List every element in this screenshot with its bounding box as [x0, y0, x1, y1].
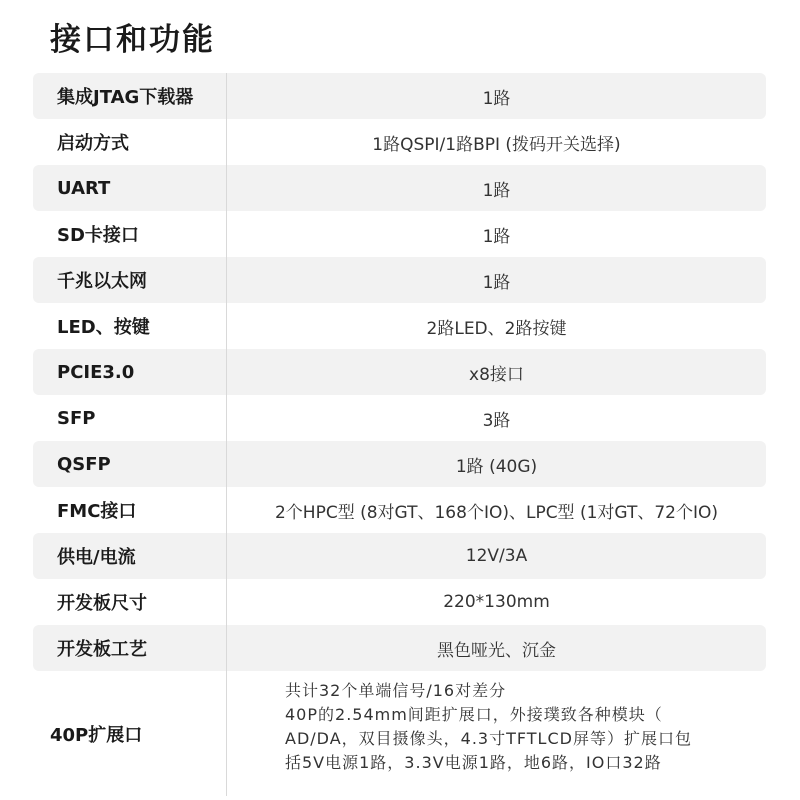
spec-value: 1路: [482, 272, 511, 293]
spec-label: 供电/电流: [33, 533, 227, 579]
spec-label: 开发板尺寸: [33, 579, 227, 625]
spec-row-power: [33, 533, 766, 579]
spec-row-pcie: [33, 349, 766, 395]
page-title: 接口和功能: [50, 22, 215, 58]
spec-value: 1路QSPI/1路BPI (拨码开关选择): [372, 134, 621, 155]
spec-value: x8接口: [469, 364, 524, 385]
spec-label: 启动方式: [33, 119, 227, 165]
spec-value: 12V/3A: [465, 546, 528, 566]
spec-row-jtag: [33, 73, 766, 119]
spec-value: 1路: [482, 226, 511, 247]
spec-row-board-finish: [33, 625, 766, 671]
spec-table: [33, 73, 766, 796]
spec-label: FMC接口: [33, 487, 227, 533]
expansion-description: [227, 671, 766, 796]
spec-label: SFP: [33, 395, 227, 441]
spec-value: 黑色哑光、沉金: [437, 640, 556, 661]
spec-label: 40P扩展口: [33, 671, 227, 796]
spec-row-uart: [33, 165, 766, 211]
spec-row-boot-mode: [33, 119, 766, 165]
spec-label: UART: [33, 165, 227, 211]
spec-label: 千兆以太网: [33, 257, 227, 303]
spec-row-qsfp: [33, 441, 766, 487]
spec-label: PCIE3.0: [33, 349, 227, 395]
spec-value: 1路 (40G): [455, 456, 538, 477]
spec-row-expansion: [33, 671, 766, 796]
spec-label: 开发板工艺: [33, 625, 227, 671]
expansion-line: 40P的2.54mm间距扩展口，外接璞致各种模块（: [285, 705, 663, 724]
expansion-line: 共计32个单端信号/16对差分: [285, 681, 507, 700]
spec-row-led-button: [33, 303, 766, 349]
spec-label: LED、按键: [33, 303, 227, 349]
spec-value: 2路LED、2路按键: [426, 318, 567, 339]
spec-value: 3路: [482, 410, 511, 431]
spec-row-ethernet: [33, 257, 766, 303]
spec-value: 1路: [482, 180, 511, 201]
spec-label: SD卡接口: [33, 211, 227, 257]
spec-value: 1路: [482, 88, 511, 109]
spec-label: 集成JTAG下载器: [33, 73, 227, 119]
spec-row-sfp: [33, 395, 766, 441]
spec-value: 220*130mm: [443, 592, 550, 612]
spec-row-board-size: [33, 579, 766, 625]
expansion-line: AD/DA，双目摄像头，4.3寸TFTLCD屏等）扩展口包: [285, 729, 692, 748]
spec-label: QSFP: [33, 441, 227, 487]
spec-value: 2个HPC型 (8对GT、168个IO)、LPC型 (1对GT、72个IO): [274, 502, 719, 523]
spec-row-sd-card: [33, 211, 766, 257]
expansion-line: 括5V电源1路，3.3V电源1路，地6路，IO口32路: [285, 753, 662, 772]
spec-row-fmc: [33, 487, 766, 533]
